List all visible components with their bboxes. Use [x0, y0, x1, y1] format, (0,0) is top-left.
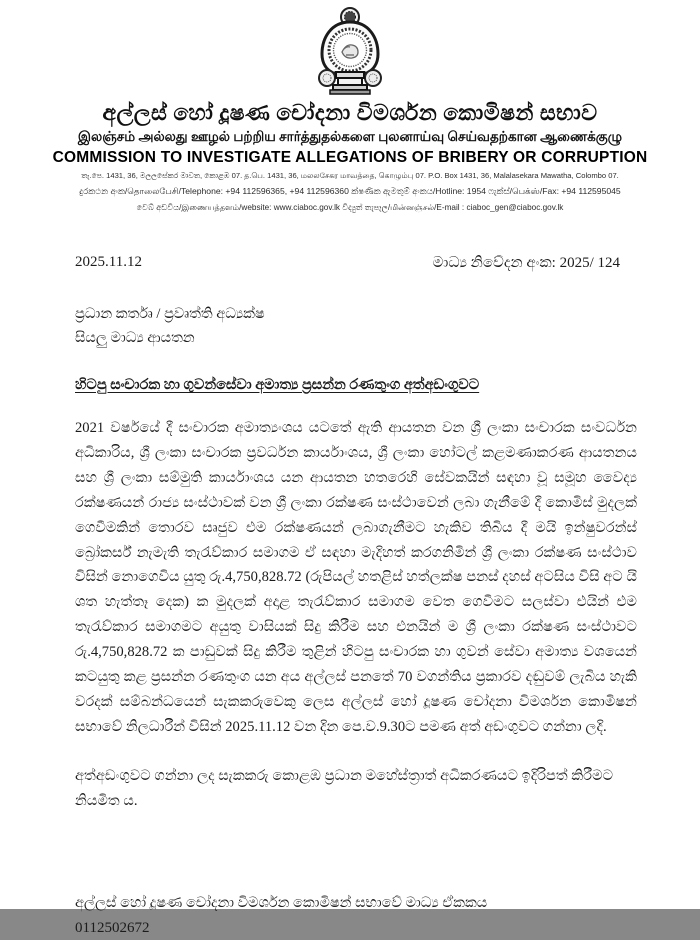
signoff-block [0, 892, 700, 940]
media-unit-phone: 0112502672 [75, 919, 150, 936]
subject-line: හිටපු සංචාරක හා ගුවන්සේවා අමාත්‍ය ප්‍රසන්න රණතුංග අත්අඩංගුවට [75, 377, 480, 393]
media-release-number: මාධ්‍ය නිවේදන අංක: 2025/ 124 [432, 255, 620, 271]
body-paragraph-1: 2021 වර්ෂයේ දී සංචාරක අමාත්‍යංශය යටතේ ඇති ආයතන වන ශ්‍රී ලංකා සංචාරක සංවර්ධන අධිකාරිය, ශ්‍රී ලංකා සංචාරක ප්‍රවර්ධන කාර්යාංශය, ශ්‍රී ලංකා හෝටල් කළමණාකරණ ආයතනය සහ ශ්‍රී ලංකා සම්මුති කාර්යාංශය යන ආයතන හතරෙහි සේවකයින් සඳහා වූ සමූහ වෛද්‍ය රක්ෂණයන් රාජ්‍ය සංස්ථාවක් වන ශ්‍රී ලංකා රක්ෂණ සංස්ථාවෙන් ලබා ගැනීමේ දී කොමිස් මුදලක් ගෙවීමකින් තොරව සෘජුව එම රක්ෂණයන් ලබාගැනීමට හැකිව තිබිය දී මයි ඉන්ෂුවරන්ස් බ්‍රෝකර්ස් නැමැති තැරැව්කාර සමාගම ඒ සඳහා මැදිහත් කරගනිමින් ශ්‍රී ලංකා රක්ෂණ සංස්ථාව විසින් නොගෙවිය යුතු රු.4,750,828.72 (රුපියල් හතළිස් හත්ලක්ෂ පනස් දහස් අටසිය විසි අට යි ශත හැත්තෑ දෙක) ක මුදලක් අදාළ තැරැව්කාර සමාගම වෙත ගෙවීමට සලස්වා එයින් එම තැරැව්කාර සමාගමට අයුතු වාසියක් සිදු කිරීම සහ එනයින් ම ශ්‍රී ලංකා රක්ෂණ සංස්ථාවට රු.4,750,828.72 ක පාඩුවක් සිදු කිරීම තුළින් හිටපු සංචාරක හා ගුවන් සේවා අමාත්‍ය වශයෙන් කටයුතු කළ ප්‍රසන්න රණතුංග යන අය අල්ලස් පනතේ 70 වගන්තිය ප්‍රකාරව දඬුවම් ලැබිය හැකි වරදක් සම්බන්ධයෙන් සැකකරුවෙකු ලෙස අල්ලස් හෝ දූෂණ චෝදනා විමර්ශන කොමිෂන් සභාවේ නිලධාරීන් විසින් 2025.11.12 වන දින පෙ.ව.9.30ට පමණ අත් අඩංගුවට ගන්නා ලදි. [75, 420, 637, 735]
phone-fax-line: දුරකථන අංක/தொலைபேசி/Telephone: +94 112596365, +94 112596360 ක්ෂණික ඇමතුම් අංකය/Hotline: 1954 ෆැක්ස්/பெக்ஸ்/Fax: +94 112595045 [79, 186, 621, 196]
commission-title-tamil: இலஞ்சம் அல்லது ஊழல் பற்றிய சார்த்துதல்களை புலனாய்வு செய்வதற்கான ஆணைக்குழு [77, 129, 623, 144]
addressee-organisations: සියලු මාධ්‍ය ආයතන [75, 330, 195, 346]
addressee-title: ප්‍රධාන කර්තෘ / ප්‍රවෘත්ති අධ්‍යක්ෂ [75, 306, 265, 322]
letterhead [0, 0, 700, 214]
commission-title-sinhala: අල්ලස් හෝ දූෂණ චෝදනා විමර්ශන කොමිෂන් සභාව [102, 100, 598, 125]
addressee-block [0, 302, 700, 350]
national-emblem [0, 6, 700, 96]
letter-date: 2025.11.12 [75, 254, 142, 270]
body-paragraph-2: අත්අඩංගුවට ගන්නා ලද සැකකරු කොළඹ ප්‍රධාන මහේස්ත්‍රාත් අධිකරණයට ඉදිරිපත් කිරීමට නියමිත ය. [75, 767, 614, 809]
address-line: තැ.පෙ. 1431, 36, මලලසේකර මාවත, කොළඹ 07. த.பெ. 1431, 36, மலலசேகர மாவத்தை, கொழும்பு 07. P.O. Box 1431, 36, Malalasekara Mawatha, Colombo 07. [81, 171, 619, 180]
meta-row [0, 254, 700, 272]
national-emblem-graphic [311, 6, 389, 96]
website-email-line: වෙබ් අඩවිය/இணையத்தளம்/website: www.ciaboc.gov.lk විද්‍යුත් තැපෑල/மின்னஞ்சல்/E-mail : ciaboc_gen@ciaboc.gov.lk [136, 203, 564, 212]
media-unit-name: අල්ලස් හෝ දූෂණ චෝදනා විමර්ශන කොමිෂන් සභාවේ මාධ්‍ය ඒකකය [75, 894, 488, 911]
commission-title-english: COMMISSION TO INVESTIGATE ALLEGATIONS OF BRIBERY OR CORRUPTION [52, 149, 648, 166]
